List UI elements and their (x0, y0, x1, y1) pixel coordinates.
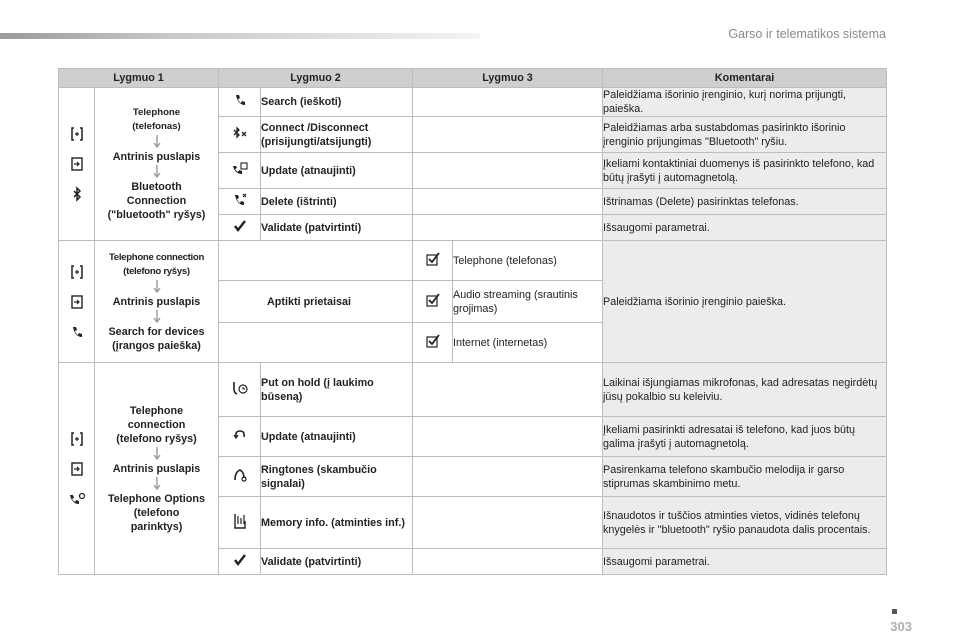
col-header-comments: Komentarai (603, 69, 887, 88)
delete-phone-icon (219, 189, 261, 215)
level3-empty (413, 363, 603, 417)
comment-cell: Ištrinamas (Delete) pasirinktas telefonas. (603, 189, 887, 215)
level2-empty (219, 323, 413, 363)
level1-target-translation-line2: parinktys) (130, 520, 183, 533)
level2-label: Connect /Disconnect (prisijungti/atsijungti) (261, 117, 413, 153)
down-arrow-icon (152, 447, 162, 461)
down-arrow-icon (152, 135, 162, 149)
level3-empty (413, 117, 603, 153)
checkmark-icon (219, 215, 261, 241)
level1-submenu-label: Antrinis puslapis (112, 462, 201, 475)
bluetooth-icon (68, 185, 86, 203)
level2-label: Ringtones (skambučio signalai) (261, 457, 413, 497)
section2-level1 (95, 241, 219, 363)
level1-title-translation: (telefono ryšys) (116, 432, 197, 445)
section3-nav-icons (59, 363, 95, 575)
phone-menu-icon (68, 430, 86, 448)
ringtone-icon (219, 457, 261, 497)
comment-cell: Įkeliami kontaktiniai duomenys iš pasirinkto telefono, kad būtų įrašyti į automagnetolą. (603, 153, 887, 189)
col-header-level3: Lygmuo 3 (413, 69, 603, 88)
section3-level1 (95, 363, 219, 575)
level3-empty (413, 497, 603, 549)
col-header-level2: Lygmuo 2 (219, 69, 413, 88)
comment-cell: Paleidžiamas arba sustabdomas pasirinkto išorinio įrenginio prijungimas "Bluetooth" ryšiu. (603, 117, 887, 153)
comment-cell: Įkeliami pasirinkti adresatai iš telefono, kad juos būtų galima įrašyti į automagnetolą. (603, 417, 887, 457)
section2-nav-icons (59, 241, 95, 363)
checkbox-checked-icon (413, 323, 453, 363)
header-gradient-bar (0, 33, 480, 39)
col-header-level1: Lygmuo 1 (59, 69, 219, 88)
comment-cell: Paleidžiama išorinio įrenginio, kurį norima prijungti, paieška. (603, 88, 887, 117)
submenu-icon (68, 460, 86, 478)
phone-options-icon (68, 490, 86, 508)
level1-title: Telephone (129, 404, 184, 417)
comment-cell: Išsaugomi parametrai. (603, 549, 887, 575)
level1-target-line2: Connection (126, 195, 187, 207)
checkbox-checked-icon (413, 241, 453, 281)
down-arrow-icon (152, 477, 162, 491)
level3-option: Internet (internetas) (453, 323, 603, 363)
memory-icon (219, 497, 261, 549)
level1-target: Bluetooth (131, 181, 182, 193)
level3-empty (413, 153, 603, 189)
level3-option: Audio streaming (srautinis grojimas) (453, 281, 603, 323)
bluetooth-disconnect-icon (219, 117, 261, 153)
phone-search-icon (68, 323, 86, 341)
checkbox-checked-icon (413, 281, 453, 323)
level3-empty (413, 215, 603, 241)
level1-target-translation: ("bluetooth" ryšys) (107, 209, 206, 221)
section1-nav-icons (59, 88, 95, 241)
submenu-icon (68, 155, 86, 173)
update-phone-icon (219, 153, 261, 189)
level1-target-translation: (įrangos paieška) (112, 339, 201, 352)
table-row (59, 241, 887, 281)
down-arrow-icon (152, 280, 162, 294)
level2-label: Validate (patvirtinti) (261, 549, 413, 575)
level1-target: Telephone Options (108, 492, 205, 505)
page-marker (892, 609, 897, 614)
level1-submenu-label: Antrinis puslapis (112, 151, 201, 163)
level1-target: Search for devices (108, 325, 205, 338)
level2-label: Memory info. (atminties inf.) (261, 497, 413, 549)
down-arrow-icon (152, 165, 162, 179)
page-header-title: Garso ir telematikos sistema (728, 27, 886, 41)
phone-menu-icon (68, 263, 86, 281)
phone-search-icon (219, 88, 261, 117)
table-header-row (59, 69, 887, 88)
level1-title-translation: (telefonas) (132, 121, 181, 132)
level3-empty (413, 88, 603, 117)
refresh-icon (219, 417, 261, 457)
level3-empty (413, 189, 603, 215)
level3-empty (413, 457, 603, 497)
level2-empty (219, 241, 413, 281)
level1-title: Telephone connection (108, 251, 205, 263)
level1-title-line2: connection (127, 418, 186, 431)
level3-empty (413, 549, 603, 575)
level3-option: Telephone (telefonas) (453, 241, 603, 281)
put-on-hold-icon (219, 363, 261, 417)
comment-cell: Išnaudotos ir tuščios atminties vietos, vidinės telefonų knygelės ir "bluetooth" ryšio panaudota dalis procentais. (603, 497, 887, 549)
down-arrow-icon (152, 310, 162, 324)
checkmark-icon (219, 549, 261, 575)
phone-menu-icon (68, 125, 86, 143)
level2-label: Update (atnaujinti) (261, 153, 413, 189)
page-number: 303 (890, 619, 912, 634)
level1-target-translation: (telefono (133, 506, 180, 519)
level2-label: Put on hold (į laukimo būseną) (261, 363, 413, 417)
level1-title: Telephone (132, 107, 181, 118)
level3-empty (413, 417, 603, 457)
level2-label: Delete (ištrinti) (261, 189, 413, 215)
section1-level1 (95, 88, 219, 241)
level1-title-translation: (telefono ryšys) (123, 265, 190, 277)
level2-label: Search (ieškoti) (261, 88, 413, 117)
level2-label: Update (atnaujinti) (261, 417, 413, 457)
level2-label: Validate (patvirtinti) (261, 215, 413, 241)
comment-cell: Paleidžiama išorinio įrenginio paieška. (603, 241, 887, 363)
menu-table (58, 68, 887, 575)
submenu-icon (68, 293, 86, 311)
table-row (59, 363, 887, 417)
comment-cell: Išsaugomi parametrai. (603, 215, 887, 241)
table-row (59, 88, 887, 117)
comment-cell: Pasirenkama telefono skambučio melodija ir garso stiprumas skambinimo metu. (603, 457, 887, 497)
level1-submenu-label: Antrinis puslapis (112, 295, 201, 308)
level2-label: Aptikti prietaisai (219, 281, 413, 323)
comment-cell: Laikinai išjungiamas mikrofonas, kad adresatas negirdėtų jūsų pokalbio su keleiviu. (603, 363, 887, 417)
